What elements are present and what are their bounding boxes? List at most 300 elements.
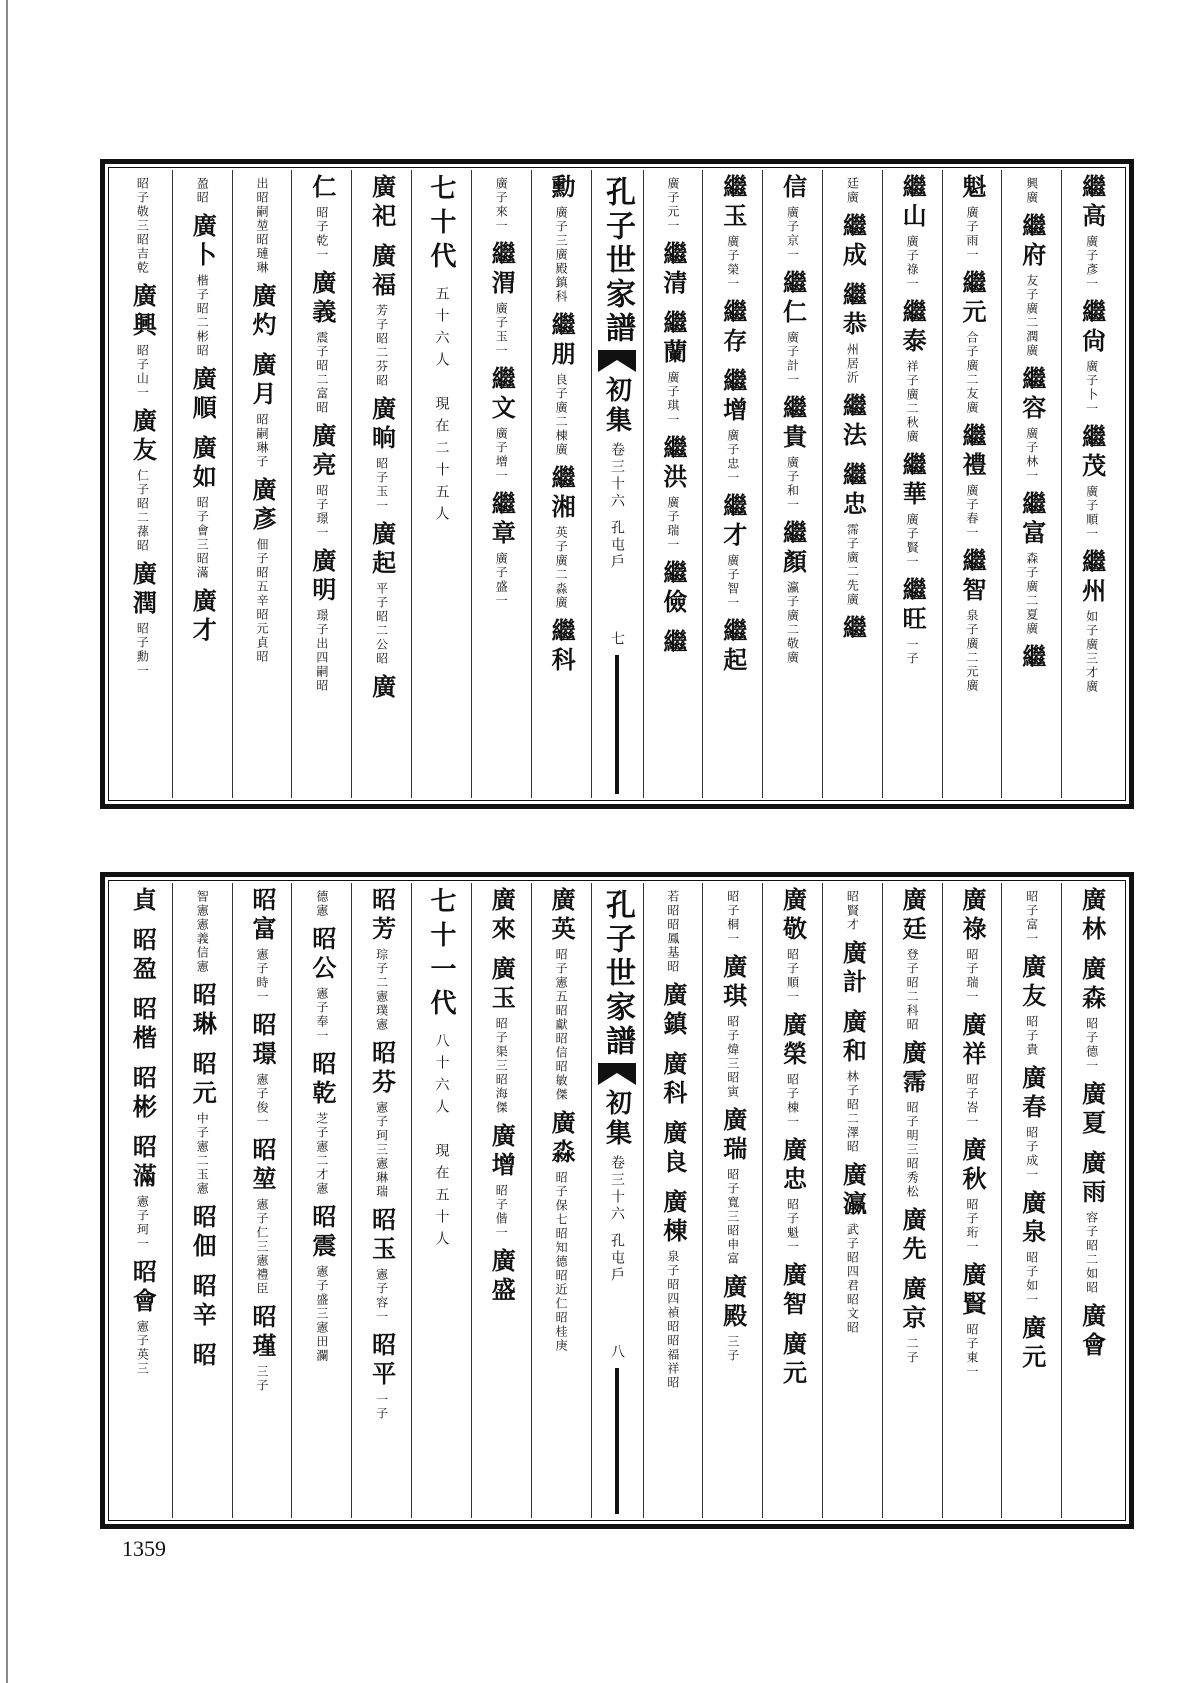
genealogy-entry [247, 887, 277, 1004]
lineage-note: 昭子璟一 [314, 484, 329, 540]
person-name: 廣鎮 [658, 982, 688, 1040]
genealogy-entry [658, 560, 688, 621]
genealogy-entry [718, 368, 748, 485]
entry-column [172, 883, 232, 1518]
lineage-note: 合子廣二友廣 [964, 331, 979, 415]
lineage-note: 廣子瑞一 [665, 496, 680, 552]
entry-column [531, 170, 591, 798]
genealogy-entry [247, 1012, 277, 1129]
genealogy-entry [127, 1065, 157, 1126]
lineage-note: 德憲 [314, 890, 329, 918]
generation-count-note: 五十六人 現在二十五人 [433, 286, 450, 528]
lineage-note: 廣子雨一 [964, 206, 979, 262]
person-name: 繼文 [487, 366, 517, 424]
genealogy-entry [486, 241, 516, 358]
person-name: 繼顏 [778, 520, 808, 578]
lineage-note: 憲子英三 [135, 1320, 150, 1376]
lineage-note: 昭子富一 [1024, 890, 1039, 946]
genealogy-entry [658, 1120, 688, 1181]
genealogy-entry [658, 1051, 688, 1112]
genealogy-entry [247, 1304, 277, 1393]
person-name: 繼洪 [658, 435, 688, 493]
genealogy-entry [127, 408, 157, 553]
lineage-note: 泉子廣二元廣 [964, 609, 979, 693]
lineage-note: 廣子忠一 [725, 429, 740, 485]
genealogy-entry [1077, 549, 1107, 694]
person-name: 仁 [307, 174, 337, 203]
person-name: 繼恭 [838, 282, 868, 340]
genealogy-entry [658, 241, 688, 302]
person-name: 廣科 [658, 1051, 688, 1109]
lineage-note: 琮子二憲璞憲 [374, 948, 389, 1032]
lineage-note: 登子昭二科昭 [905, 948, 920, 1032]
genealogy-entry [247, 1137, 277, 1296]
person-name: 昭辛 [188, 1273, 218, 1331]
genealogy-entry [486, 1248, 516, 1309]
person-name: 廣森 [1077, 956, 1107, 1014]
lineage-note: 楷子昭二彬昭 [195, 274, 210, 358]
genealogy-entry [957, 887, 987, 1004]
genealogy-entry [897, 1040, 927, 1199]
lineage-note: 廣子卜一 [1084, 360, 1099, 416]
genealogy-entry [367, 1040, 397, 1199]
entry-column [351, 883, 411, 1518]
lineage-note: 若昭昭鳳基昭 [665, 890, 680, 974]
person-name: 繼仁 [778, 270, 808, 328]
edition-label: 初集 [601, 376, 632, 436]
entry-column [1061, 170, 1121, 798]
lineage-note: 昭子東一 [964, 1323, 979, 1379]
book-title: 孔子世家譜 [600, 176, 635, 346]
genealogy-entry [187, 588, 217, 649]
person-name: 廣友 [128, 408, 158, 466]
genealogy-entry [367, 243, 397, 388]
generation-count-note: 八十六人 現在五十人 [433, 1033, 450, 1253]
lineage-note: 昭子玉一 [374, 457, 389, 513]
person-name: 廣元 [1017, 1315, 1047, 1373]
person-name: 廣林 [1077, 887, 1107, 945]
entry-column [471, 883, 531, 1518]
genealogy-entry [897, 299, 927, 444]
person-name: 繼朋 [547, 312, 577, 370]
person-name: 廣月 [248, 352, 278, 410]
person-name: 廣廷 [898, 887, 928, 945]
entry-column [942, 883, 1002, 1518]
book-title: 孔子世家譜 [600, 889, 635, 1059]
person-name: 昭彬 [128, 1065, 158, 1123]
genealogy-entry [307, 1204, 337, 1363]
center-banner [591, 170, 643, 798]
person-name: 廣瀛 [838, 1162, 868, 1220]
person-name: 廣榮 [778, 1012, 808, 1070]
person-name: 廣才 [188, 588, 218, 646]
person-name: 繼玉 [718, 174, 748, 232]
lineage-note: 昭子渠三昭海傑 [494, 1017, 509, 1115]
person-name: 繼高 [1077, 174, 1107, 232]
genealogy-entry [1017, 1065, 1047, 1182]
lineage-note: 泉子昭四禎昭昭福祥昭 [665, 1250, 680, 1390]
genealogy-entry [1017, 491, 1047, 636]
page-number: 1359 [122, 1536, 166, 1561]
lineage-note: 出昭嗣堃昭璉琳 [255, 177, 270, 275]
genealogy-entry [127, 887, 157, 919]
lineage-note: 州居沂 [845, 343, 860, 385]
lineage-note: 廣子智一 [725, 554, 740, 610]
person-name: 廣賢 [957, 1262, 987, 1320]
genealogy-entry [837, 393, 867, 454]
person-name: 昭 [188, 1342, 218, 1371]
person-name: 廣京 [898, 1276, 928, 1334]
person-name: 廣忠 [778, 1137, 808, 1195]
genealogy-entry [897, 577, 927, 666]
genealogy-entry [1077, 887, 1107, 948]
entry-column [643, 170, 703, 798]
person-name: 繼容 [1017, 366, 1047, 424]
lineage-note: 廣子彥一 [1084, 235, 1099, 291]
genealogy-entry [1017, 954, 1047, 1057]
lineage-note: 森子廣二夏廣 [1024, 552, 1039, 636]
person-name: 廣棟 [658, 1189, 688, 1247]
genealogy-entry [187, 1273, 217, 1334]
lineage-note: 三子 [725, 1335, 740, 1363]
genealogy-entry [546, 618, 576, 679]
genealogy-entry [1077, 174, 1107, 291]
person-name: 昭富 [248, 887, 278, 945]
entry-column [232, 883, 292, 1518]
bottom-columns [113, 883, 1121, 1518]
person-name: 繼富 [1017, 491, 1047, 549]
lineage-note: 憲子時一 [255, 948, 270, 1004]
genealogy-entry [837, 940, 867, 1001]
lineage-note: 憲子奉一 [314, 987, 329, 1043]
person-name: 廣春 [1017, 1065, 1047, 1123]
person-name: 廣雨 [1077, 1150, 1107, 1208]
person-name: 廣友 [1017, 954, 1047, 1012]
genealogy-entry [778, 174, 808, 262]
lineage-note: 昭子乾一 [314, 206, 329, 262]
lineage-note: 憲子俊一 [255, 1073, 270, 1129]
person-name: 繼起 [718, 618, 748, 676]
branch-name: 孔屯戶 [609, 520, 625, 571]
entry-column [351, 170, 411, 798]
genealogy-entry [1017, 366, 1047, 483]
genealogy-entry [718, 954, 748, 1099]
genealogy-entry [957, 270, 987, 415]
lineage-note: 昭子煒三昭寅 [725, 1015, 740, 1099]
genealogy-block-top [100, 159, 1134, 809]
genealogy-entry [1077, 956, 1107, 1073]
genealogy-entry [658, 1189, 688, 1390]
lineage-note: 平子昭二公昭 [374, 582, 389, 666]
fishtail-mark-icon [598, 350, 636, 372]
person-name: 魁 [957, 174, 987, 203]
person-name: 繼清 [658, 241, 688, 299]
genealogy-entry [778, 520, 808, 665]
genealogy-entry [837, 462, 867, 607]
genealogy-entry [546, 887, 576, 1102]
person-name: 廣秋 [957, 1137, 987, 1195]
person-name: 繼儉 [658, 560, 688, 618]
genealogy-entry [127, 561, 157, 678]
genealogy-entry [127, 927, 157, 988]
person-name: 廣祀 [367, 174, 397, 232]
lineage-note: 昭子保七昭知德昭近仁昭桂庚 [554, 1171, 569, 1353]
genealogy-entry [486, 956, 516, 1115]
entry-column [942, 170, 1002, 798]
genealogy-entry [135, 174, 149, 275]
lineage-note: 廣子賢一 [905, 513, 920, 569]
entry-column [882, 883, 942, 1518]
person-name: 昭乾 [307, 1051, 337, 1109]
lineage-note: 盈昭 [195, 177, 210, 205]
genealogy-entry [778, 395, 808, 512]
person-name: 廣良 [658, 1120, 688, 1178]
lineage-note: 昭子憲五昭獻昭信昭敏傑 [554, 948, 569, 1102]
genealogy-entry [486, 1123, 516, 1240]
lineage-note: 廣子盛一 [494, 552, 509, 608]
genealogy-entry [1077, 1150, 1107, 1295]
genealogy-entry [718, 299, 748, 360]
genealogy-entry [778, 1262, 808, 1323]
person-name: 廣起 [367, 521, 397, 579]
genealogy-entry [247, 283, 277, 344]
lineage-note: 廣子計一 [785, 331, 800, 387]
lineage-note: 昭子偕一 [494, 1184, 509, 1240]
genealogy-entry [307, 423, 337, 540]
genealogy-entry [837, 282, 867, 385]
person-name: 昭瑾 [248, 1304, 278, 1362]
entry-column [232, 170, 292, 798]
person-name: 廣彥 [248, 477, 278, 535]
genealogy-entry [718, 1274, 748, 1363]
genealogy-entry [187, 982, 217, 1043]
genealogy-entry [778, 1137, 808, 1254]
lineage-note: 廣子增一 [494, 427, 509, 483]
lineage-note: 昭嗣琳子 [255, 413, 270, 469]
entry-column [172, 170, 232, 798]
genealogy-entry [187, 1051, 217, 1196]
person-name: 繼 [658, 629, 688, 658]
genealogy-entry [307, 270, 337, 415]
person-name: 繼章 [487, 491, 517, 549]
person-name: 繼州 [1077, 549, 1107, 607]
genealogy-entry [187, 213, 217, 358]
volume-number: 卷三十六 [609, 1155, 625, 1223]
lineage-note: 廣子三廣殿鎮科 [554, 206, 569, 304]
genealogy-entry [1077, 299, 1107, 416]
person-name: 繼華 [898, 452, 928, 510]
generation-heading: 七十一代 [425, 887, 456, 1023]
person-name: 廣祥 [957, 1012, 987, 1070]
genealogy-entry [1017, 1190, 1047, 1307]
genealogy-entry [1077, 424, 1107, 541]
person-name: 廣夏 [1077, 1081, 1107, 1139]
genealogy-entry [367, 1332, 397, 1421]
lineage-note: 英子廣二淼廣 [554, 526, 569, 610]
person-name: 繼府 [1017, 213, 1047, 271]
genealogy-entry [718, 618, 748, 679]
person-name: 昭公 [307, 926, 337, 984]
entry-column [822, 170, 882, 798]
genealogy-entry [1025, 887, 1039, 946]
genealogy-entry [367, 521, 397, 666]
lineage-note: 智憲憲義信憲 [195, 890, 210, 974]
person-name: 貞 [128, 887, 158, 916]
genealogy-entry [1025, 174, 1039, 205]
genealogy-entry [546, 174, 576, 304]
person-name: 廣來 [487, 887, 517, 945]
person-name: 繼禮 [957, 423, 987, 481]
genealogy-entry [897, 1276, 927, 1365]
genealogy-entry [837, 615, 867, 647]
person-name: 繼渭 [487, 241, 517, 299]
lineage-note: 昭子山一 [135, 344, 150, 400]
person-name: 昭盈 [128, 927, 158, 985]
genealogy-entry [255, 174, 269, 275]
fishtail-mark-icon [598, 1063, 636, 1085]
genealogy-entry [195, 174, 209, 205]
genealogy-entry [778, 270, 808, 387]
genealogy-entry [546, 312, 576, 457]
person-name: 廣琪 [718, 954, 748, 1012]
lineage-note: 昭子明三昭秀松 [905, 1101, 920, 1199]
lineage-note: 昭子成一 [1024, 1126, 1039, 1182]
person-name: 廣卜 [188, 213, 218, 271]
lineage-note: 廣子京一 [785, 206, 800, 262]
genealogy-entry [726, 887, 740, 946]
person-name: 昭玉 [367, 1207, 397, 1265]
edition-label: 初集 [601, 1089, 632, 1149]
entry-column [291, 170, 351, 798]
entry-column [882, 170, 942, 798]
top-columns [113, 170, 1121, 798]
lineage-note: 廣子林一 [1024, 427, 1039, 483]
genealogy-entry [127, 1134, 157, 1251]
lineage-note: 二子 [905, 1337, 920, 1365]
genealogy-entry [367, 396, 397, 513]
person-name: 昭平 [367, 1332, 397, 1390]
lineage-note: 昭子桐一 [725, 890, 740, 946]
person-name: 昭佃 [188, 1204, 218, 1262]
person-name: 昭會 [128, 1259, 158, 1317]
lineage-note: 霈子廣二先廣 [845, 523, 860, 607]
generation-column [411, 170, 471, 798]
person-name: 廣潤 [128, 561, 158, 619]
person-name: 廣先 [898, 1207, 928, 1265]
lineage-note: 林子昭二澤昭 [845, 1070, 860, 1154]
entry-column [471, 170, 531, 798]
person-name: 廣順 [188, 366, 218, 424]
person-name: 廣會 [1077, 1303, 1107, 1361]
genealogy-entry [837, 1162, 867, 1335]
lineage-note: 武子昭四君昭文昭 [845, 1223, 860, 1335]
genealogy-entry [778, 1331, 808, 1392]
genealogy-entry [897, 1207, 927, 1268]
lineage-note: 昭子峇一 [964, 1073, 979, 1129]
lineage-note: 昭子魁一 [785, 1198, 800, 1254]
entry-column [762, 170, 822, 798]
lineage-note: 憲子珂一 [135, 1195, 150, 1251]
lineage-note: 良子廣二棟廣 [554, 373, 569, 457]
entry-column [762, 883, 822, 1518]
genealogy-entry [718, 174, 748, 291]
genealogy-entry [837, 213, 867, 274]
person-name: 廣義 [307, 270, 337, 328]
genealogy-block-bottom [100, 872, 1134, 1529]
lineage-note: 廣子琪一 [665, 371, 680, 427]
person-name: 繼科 [547, 618, 577, 676]
lineage-note: 廣子和一 [785, 456, 800, 512]
person-name: 廣淼 [547, 1110, 577, 1168]
person-name: 繼增 [718, 368, 748, 426]
person-name: 廣祿 [957, 887, 987, 945]
genealogy-entry [486, 887, 516, 948]
person-name: 廣灼 [248, 283, 278, 341]
leaf-number: 七 [609, 631, 625, 645]
genealogy-entry [718, 493, 748, 610]
person-name: 昭璟 [248, 1012, 278, 1070]
person-name: 廣如 [188, 435, 218, 493]
genealogy-entry [957, 1262, 987, 1379]
lineage-note: 廣子祿一 [905, 235, 920, 291]
person-name: 繼成 [838, 213, 868, 271]
lineage-note: 容子昭二如昭 [1084, 1211, 1099, 1295]
entry-column [291, 883, 351, 1518]
lineage-note: 憲子容一 [374, 1268, 389, 1324]
center-banner [591, 883, 643, 1518]
lineage-note: 友子廣二潤廣 [1024, 274, 1039, 358]
person-name: 廣瑞 [718, 1107, 748, 1165]
person-name: 昭滿 [128, 1134, 158, 1192]
genealogy-entry [1017, 1315, 1047, 1376]
lineage-note: 昭子會三昭滿 [195, 496, 210, 580]
lineage-note: 昭子寬三昭申富 [725, 1168, 740, 1266]
lineage-note: 一子 [905, 638, 920, 666]
branch-name: 孔屯戶 [609, 1233, 625, 1284]
person-name: 勳 [547, 174, 577, 203]
entry-column [702, 170, 762, 798]
lineage-note: 憲子仁三憲禮臣 [255, 1198, 270, 1296]
lineage-note: 興廣 [1024, 177, 1039, 205]
volume-number: 卷三十六 [609, 442, 625, 510]
genealogy-entry [367, 674, 397, 706]
entry-column [531, 883, 591, 1518]
genealogy-entry [546, 465, 576, 610]
person-name: 繼尙 [1077, 299, 1107, 357]
genealogy-entry [845, 174, 859, 205]
person-name: 繼湘 [547, 465, 577, 523]
genealogy-entry [897, 887, 927, 1032]
genealogy-entry [1077, 1081, 1107, 1142]
genealogy-entry [837, 1009, 867, 1154]
person-name: 繼元 [957, 270, 987, 328]
person-name: 廣興 [128, 283, 158, 341]
genealogy-entry [658, 982, 688, 1043]
genealogy-entry [778, 887, 808, 1004]
lineage-note: 芳子昭二芬昭 [374, 304, 389, 388]
person-name: 繼智 [957, 548, 987, 606]
person-name: 廣增 [487, 1123, 517, 1181]
lineage-note: 廷廣 [845, 177, 860, 205]
genealogy-entry [486, 366, 516, 483]
person-name: 廣霈 [898, 1040, 928, 1098]
genealogy-entry [127, 1259, 157, 1376]
person-name: 昭琳 [188, 982, 218, 1040]
genealogy-entry [307, 174, 337, 262]
person-name: 昭楷 [128, 996, 158, 1054]
genealogy-entry [957, 1012, 987, 1129]
lineage-note: 昭子珩一 [964, 1198, 979, 1254]
